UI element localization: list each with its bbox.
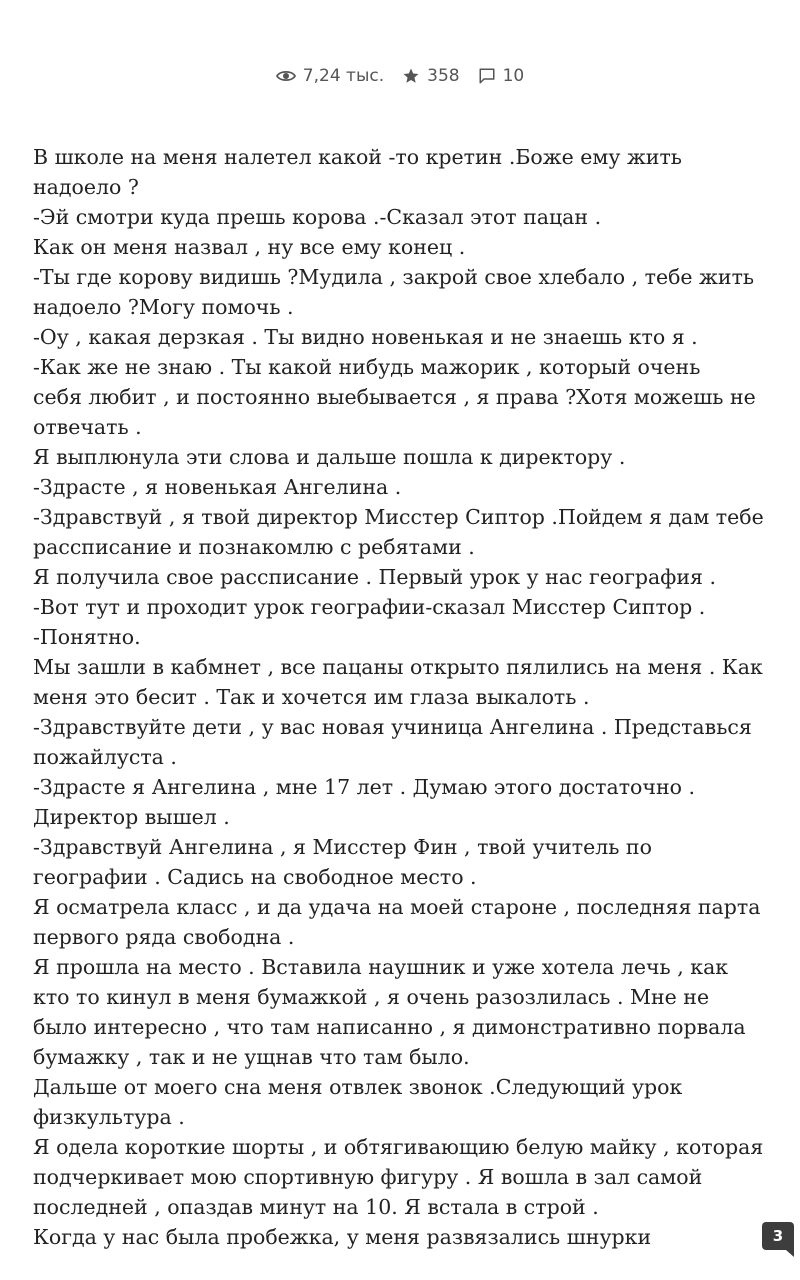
text-line: бумажку , так и не ущнав что там было. xyxy=(33,1045,470,1069)
page-number-badge: 3 xyxy=(762,1222,794,1250)
text-line: было интересно , что там написанно , я димонстративно порвала xyxy=(33,1015,746,1039)
text-line: первого ряда свободна . xyxy=(33,925,295,949)
text-line: Я получила свое рассписание . Первый урок у нас география . xyxy=(33,565,716,589)
text-line: отвечать . xyxy=(33,415,142,439)
text-line: -Ты где корову видишь ?Мудила , закрой свое хлебало , тебе жить xyxy=(33,265,755,289)
text-line: Дальше от моего сна меня отвлек звонок .Следующий урок xyxy=(33,1075,683,1099)
stats-bar xyxy=(0,62,800,90)
story-text xyxy=(33,142,778,1252)
comments-count: 10 xyxy=(502,66,525,86)
text-line: Как он меня назвал , ну все ему конец . xyxy=(33,235,466,259)
text-line: пожайлуста . xyxy=(33,745,177,769)
text-line: -Здравствуйте дети , у вас новая учиница Ангелина . Представься xyxy=(33,715,752,739)
comment-icon xyxy=(478,67,496,85)
text-line: Мы зашли в кабмнет , все пацаны открыто пялились на меня . Как xyxy=(33,655,763,679)
views-count: 7,24 тыс. xyxy=(302,66,385,86)
text-line: себя любит , и постоянно выебывается , я права ?Хотя можешь не xyxy=(33,385,756,409)
text-line: Когда у нас была пробежка, у меня развязались шнурки xyxy=(33,1225,652,1249)
text-line: Директор вышел . xyxy=(33,805,230,829)
text-line: -Оу , какая дерзкая . Ты видно новенькая и не знаешь кто я . xyxy=(33,325,698,349)
text-line: Я прошла на место . Вставила наушник и уже хотела лечь , как xyxy=(33,955,729,979)
text-line: -Как же не знаю . Ты какой нибудь мажорик , который очень xyxy=(33,355,701,379)
text-line: -Здравствуй Ангелина , я Мисстер Фин , твой учитель по xyxy=(33,835,652,859)
eye-icon xyxy=(276,69,296,83)
text-line: -Понятно. xyxy=(33,625,141,649)
comments-stat[interactable] xyxy=(478,66,525,86)
text-line: -Здравствуй , я твой директор Мисстер Сиптор .Пойдем я дам тебе xyxy=(33,505,764,529)
text-line: Я выплюнула эти слова и дальше пошла к директору . xyxy=(33,445,626,469)
text-line: надоело ? xyxy=(33,175,139,199)
text-line: В школе на меня налетел какой -то кретин .Боже ему жить xyxy=(33,145,682,169)
likes-stat[interactable] xyxy=(402,66,459,86)
text-line: Я осматрела класс , и да удача на моей староне , последняя парта xyxy=(33,895,761,919)
text-line: физкультура . xyxy=(33,1105,185,1129)
text-line: -Здрасте я Ангелина , мне 17 лет . Думаю этого достаточно . xyxy=(33,775,695,799)
likes-count: 358 xyxy=(427,66,460,86)
views-stat xyxy=(276,66,384,86)
text-line: кто то кинул в меня бумажкой , я очень разозлилась . Мне не xyxy=(33,985,710,1009)
text-line: географии . Садись на свободное место . xyxy=(33,865,477,889)
text-line: -Эй смотри куда прешь корова .-Сказал этот пацан . xyxy=(33,205,602,229)
text-line: -Здрасте , я новенькая Ангелина . xyxy=(33,475,402,499)
text-line: рассписание и познакомлю с ребятами . xyxy=(33,535,475,559)
text-line: Я одела короткие шорты , и обтягивающию белую майку , которая xyxy=(33,1135,764,1159)
text-line: последней , опаздав минут на 10. Я встала в строй . xyxy=(33,1195,599,1219)
text-line: -Вот тут и проходит урок географии-сказал Мисстер Сиптор . xyxy=(33,595,706,619)
text-line: подчеркивает мою спортивную фигуру . Я вошла в зал самой xyxy=(33,1165,703,1189)
star-icon xyxy=(402,67,420,85)
text-line: надоело ?Могу помочь . xyxy=(33,295,294,319)
text-line: меня это бесит . Так и хочется им глаза выкалоть . xyxy=(33,685,590,709)
